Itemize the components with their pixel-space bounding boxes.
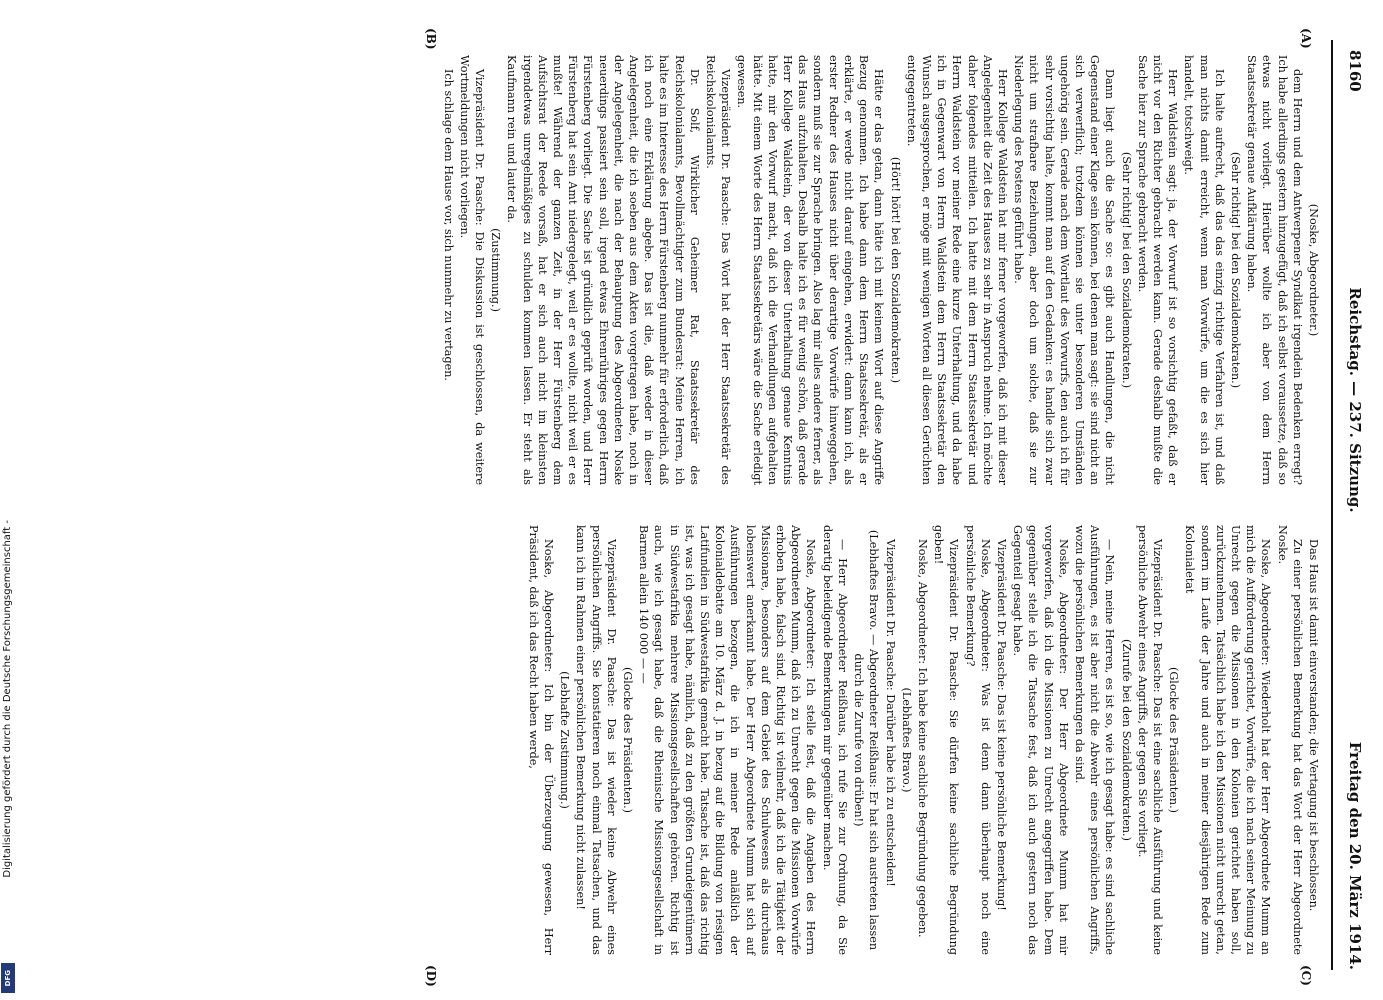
paragraph: — Nein, meine Herren, es ist so, wie ich gesagt habe: es sind sachliche Ausführungen, es ist aber nicht die Abwehr eines persönlichen Angriffs, wozu die persönlichen Bemerkungen da sind.: [1072, 525, 1117, 955]
paragraph: Hätte er das getan, dann hätte ich mit keinem Wort auf diese Angriffe Bezug genommen. Ich habe dann dem Herrn Staatssekretär, als er erklärte, er werde nicht darauf eingehen, erwidert: dann kann ich, als erster Redner des Hauses nicht über derartige Vorwürfe hinweggehen, sondern muß sie zur Sprache bringen. Also lag mir alles andere ferner, als das Haus aufzuhalten. Deshalb halte ich es für wenig schön, daß gerade Herr Kollege Waldstein, der von dieser Unterhaltung genaue Kenntnis hatte, mir den Vorwurf macht, daß ich die Verhandlungen aufgehalten hätte. Mit einem Worte des Herrn Staatssekretärs wäre die Sache erledigt gewesen.: [735, 55, 886, 485]
paragraph: Zu einer persönlichen Bemerkung hat das Wort der Herr Abgeordnete Noske.: [1275, 525, 1304, 955]
paragraph: Vizepräsident Dr. Paasche: Die Diskussion ist geschlossen, da weitere Wortmeldungen nicht vorliegen.: [457, 55, 487, 485]
paragraph: Noske, Abgeordneter: Was ist denn dann überhaupt noch eine persönliche Bemerkung?: [963, 525, 992, 955]
paragraph: Herr Kollege Waldstein hat mir ferner vorgeworfen, daß ich mit dieser Angelegenheit die Zeit des Hauses zu sehr in Anspruch nehme. Ich möchte daher folgendes mitteilen. Ich hatte mit dem Herrn Staatssekretär und Herrn Waldstein vor meiner Rede eine kurze Unterhaltung, und da habe ich in Gegenwart von Herrn Waldstein dem Herrn Staatssekretär den Wunsch ausgesprochen, er möge mit wenigen Worten all diesen Gerüchten entgegentreten.: [904, 55, 1009, 485]
paragraph: Vizepräsident Dr. Paasche: Das Wort hat der Herr Staatssekretär des Reichskolonialamts.: [704, 55, 733, 485]
margin-mark-c: (C): [1299, 965, 1313, 986]
paragraph: Vizepräsident Dr. Paasche: Das ist wieder keine Abwehr eines persönlichen Angriffs. Sie konstatieren noch einmal Tatsachen, und das kann ich im Rahmen einer persönlichen Bemerkung nicht zulassen!: [574, 525, 618, 955]
session-title: Reichstag. — 237. Sitzung.: [1346, 287, 1364, 513]
paragraph: Ich halte aufrecht, daß das das einzig richtige Verfahren ist, und daß man nichts damit erreicht, wenn man Vorwürfe, um die es sich hier handelt, totschweigt.: [1182, 55, 1226, 485]
paragraph: (Hört! hört! bei den Sozialdemokraten.): [888, 156, 902, 384]
margin-mark-b: (B): [424, 28, 438, 50]
paragraph: Noske, Abgeordneter: Ich bin der Überzeugung gewesen, Herr Präsident, daß ich das Recht haben werde,: [526, 525, 556, 955]
paragraph: Vizepräsident Dr. Paasche: Darüber habe ich zu entscheiden!: [883, 539, 897, 887]
digitization-credit: Digitalisierung gefördert durch die Deutsche Forschungsgemeinschaft -: [2, 520, 13, 878]
paragraph: Ich schlage dem Hause vor, sich nunmehr zu vertagen.: [441, 69, 455, 381]
header-rule: [1331, 40, 1333, 970]
paragraph: (Glocke des Präsidenten.): [1167, 666, 1181, 813]
right-column: [525, 525, 1321, 955]
margin-mark-a: (A): [1299, 28, 1313, 49]
paragraph: (Sehr richtig! bei den Sozialdemokraten.): [1228, 151, 1242, 389]
paragraph: (Noske, Abgeordneter.): [1307, 203, 1320, 337]
paragraph: Vizepräsident Dr. Paasche: Das ist eine sachliche Ausführung und keine persönliche Abwehr eines Angriffs, der gegen Sie vorliegt.: [1135, 525, 1164, 955]
paragraph: Das Haus ist damit einverstanden; die Vertagung ist beschlossen.: [1307, 539, 1320, 912]
left-column: [439, 55, 1321, 485]
paragraph: (Sehr richtig! bei den Sozialdemokraten.): [1119, 151, 1133, 389]
page-number: 8160: [1346, 50, 1364, 92]
paragraph: Vizepräsident Dr. Paasche: Sie dürfen keine sachliche Begründung geben!: [932, 525, 961, 955]
paragraph: (Lebhaftes Bravo.): [899, 687, 913, 793]
session-date: Freitag den 20. März 1914.: [1346, 741, 1364, 970]
paragraph: (Zustimmung.): [489, 228, 503, 312]
paragraph: (Lebhaftes Bravo. — Abgeordneter Reißhaus: Er hat sich austreten lassen durch die Zurufe von drüben!): [852, 529, 881, 951]
dfg-logo: DFG: [1, 963, 15, 993]
paragraph: (Lebhafte Zustimmung.): [558, 671, 572, 809]
paragraph: dem Herrn und dem Antwerpener Syndikat irgendein Bedenken erregt? Ich habe allerdings gestern hinzugefügt, daß ich selbst voraussetze, daß so etwas nicht vorliegt. Hierüber wollte ich aber von dem Herrn Staatssekretär genaue Aufklärung haben.: [1245, 55, 1304, 485]
paragraph: Dr. Solf, Wirklicher Geheimer Rat, Staatssekretär des Reichskolonialamts, Bevollmächtigter zum Bundesrat: Meine Herren, ich halte es im Interesse des Herrn Fürstenberg nunmehr für erforderlich, daß ich noch eine Erklärung abgebe. Das ist die, daß weder in dieser Angelegenheit, die ich soeben aus dem Akten vorgetragen habe, noch in der Angelegenheit, die nach der Behauptung des Abgeordneten Noske neuerdings passiert sein soll, irgend etwas Ehrenrühriges gegen Herrn Fürstenberg vorliegt. Die Sache ist gründlich geprüft worden, und Herr Fürstenberg hat sein Amt niedergelegt, weil er es wollte, nicht weil er es mußte! Während der ganzen Zeit, in der Herr Fürstenberg dem Aufsichtsrat der Reede vorsaß, hat er sich auch nicht im kleinsten irgendetwas unregelmäßiges zu schulden kommen lassen. Er steht als Kaufmann rein und lauter da.: [505, 55, 701, 485]
paragraph: — Herr Abgeordneter Reißhaus, ich rufe Sie zur Ordnung, da Sie derartig beleidigende Bemerkungen mir gegenüber machen.: [820, 525, 849, 955]
paragraph: Noske, Abgeordneter: Wiederholt hat der Herr Abgeordnete Mumm an mich die Aufforderung gerichtet, Vorwürfe, die ich nach seiner Meinung zu Unrecht gegen die Missionen in den Kolonien gerichtet haben soll, zurückzunehmen. Tatsächlich habe ich den Missionen nicht unrecht getan, sondern im Laufe der Jahre und auch in meiner diesjährigen Rede zum Kolonialetat: [1183, 525, 1273, 955]
paragraph: Noske, Abgeordneter: Der Herr Abgeordnete Mumm hat mir vorgeworfen, daß ich die Missionen zu Unrecht angegriffen habe. Dem gegenüber stelle ich die Tatsache fest, daß ich auch gestern noch das Gegenteil gesagt habe.: [1011, 525, 1070, 955]
page-header: [1335, 50, 1375, 970]
paragraph: Vizepräsident Dr. Paasche: Das ist keine persönliche Bemerkung!: [994, 539, 1008, 911]
paragraph: (Zurufe bei den Sozialdemokraten.): [1119, 639, 1133, 841]
paragraph: Dann liegt auch die Sache so: es gibt auch Handlungen, die nicht Gegenstand einer Klage sein können, bei denen man sagt: sie sind nicht an sich verwerflich; trotzdem können sie unter besonderen Umständen ungehörig sein. Gerade nach dem Wortlaut des Vorwurfs, den auch ich für sehr vorsichtig halte, kommt man auf den Gedanken: es handle sich zwar nicht um strafbare Beziehungen, aber doch um solche, daß sie zur Niederlegung des Postens geführt habe.: [1012, 55, 1117, 485]
margin-mark-d: (D): [424, 965, 438, 987]
paragraph: Noske, Abgeordneter: Ich habe keine sachliche Begründung gegeben.: [915, 539, 929, 938]
paragraph: (Glocke des Präsidenten.): [621, 666, 635, 813]
paragraph: Noske, Abgeordneter: Ich stelle fest, daß die Angaben des Herrn Abgeordneten Mumm, daß ich zu Unrecht gegen die Missionen Vorwürfe erhoben habe, falsch sind. Richtig ist vielmehr, daß ich die Tätigkeit der Missionare, besonders auf dem Gebiet des Schulwesens als durchaus lobenswert anerkannt habe. Der Herr Abgeordnete Mumm hat sich auf Ausführungen bezogen, die ich in meiner Rede anläßlich der Kolonialdebatte am 10. März d. J. in bezug auf die Bildung von riesigen Latifundien in Südwestafrika gemacht habe. Tatsache ist, daß das richtig ist, was ich gesagt habe, nämlich, daß zu den größten Grundeigentümern in Südwestafrika mehrere Missionsgesellschaften gehören. Richtig ist auch, wie ich gesagt habe, daß die Rheinische Missionsgesellschaft in Barmen allein 140 000 — —: [637, 525, 818, 955]
paragraph: Herr Waldstein sagt: ja, der Vorwurf ist so vorsichtig gefaßt, daß er nicht vor den Richter gebracht werden kann. Gerade deshalb mußte die Sache hier zur Sprache gebracht werden.: [1135, 55, 1180, 485]
